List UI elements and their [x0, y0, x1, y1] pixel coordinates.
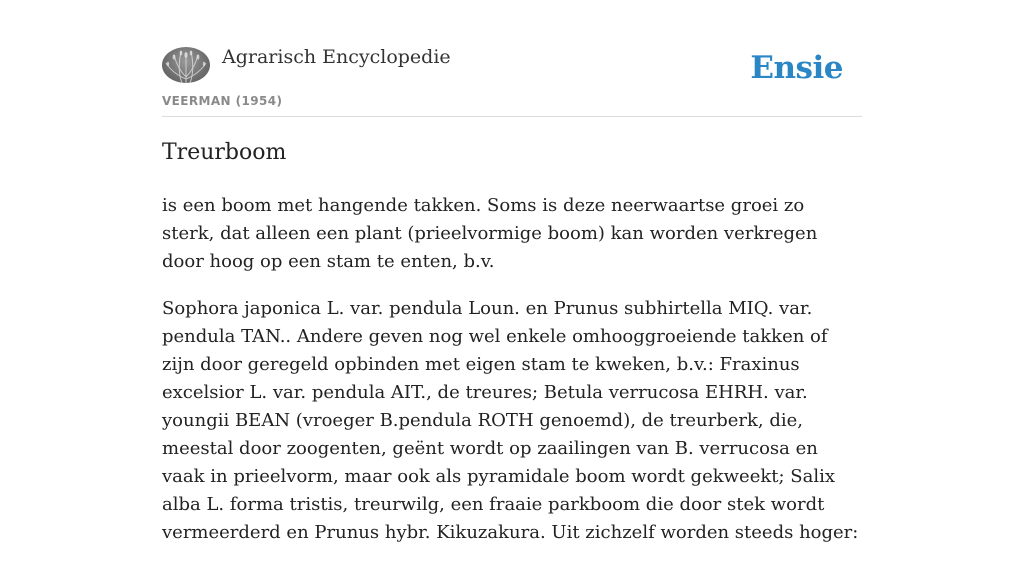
- publication-title[interactable]: Agrarisch Encyclopedie: [222, 46, 451, 68]
- author-label: VEERMAN (1954): [162, 94, 283, 108]
- entry-paragraph: is een boom met hangende takken. Soms is deze neerwaartse groei zo sterk, dat alleen een plant (prieelvormige boom) kan worden verkregen door hoog op een stam te enten, b.v.: [162, 195, 818, 272]
- brand-logo[interactable]: Ensie: [750, 50, 843, 86]
- entry-body: [162, 192, 862, 566]
- header: [162, 44, 862, 117]
- entry-title: Treurboom: [162, 140, 287, 165]
- wheat-logo-icon[interactable]: [162, 47, 210, 83]
- entry-paragraph: Sophora japonica L. var. pendula Loun. en Prunus subhirtella MIQ. var. pendula TAN.. Andere geven nog wel enkele omhooggroeiende takken of zijn door geregeld opbinden met eigen stam te kweken, b.v.: Fraxinus excelsior L. var. pendula AIT., de treures; Betula verrucosa EHRH. var. youngii BEAN (vroeger B.pendula ROTH genoemd), de treurberk, die, meestal door zoogenten, geënt wordt op zaailingen van B. verrucosa en vaak in prieelvorm, maar ook als pyramidale boom wordt gekweekt; Salix alba L. forma tristis, treurwilg, een fraaie parkboom die door stek wordt vermeerderd en Prunus hybr. Kikuzakura. Uit zichzelf worden steeds hoger:: [162, 298, 859, 543]
